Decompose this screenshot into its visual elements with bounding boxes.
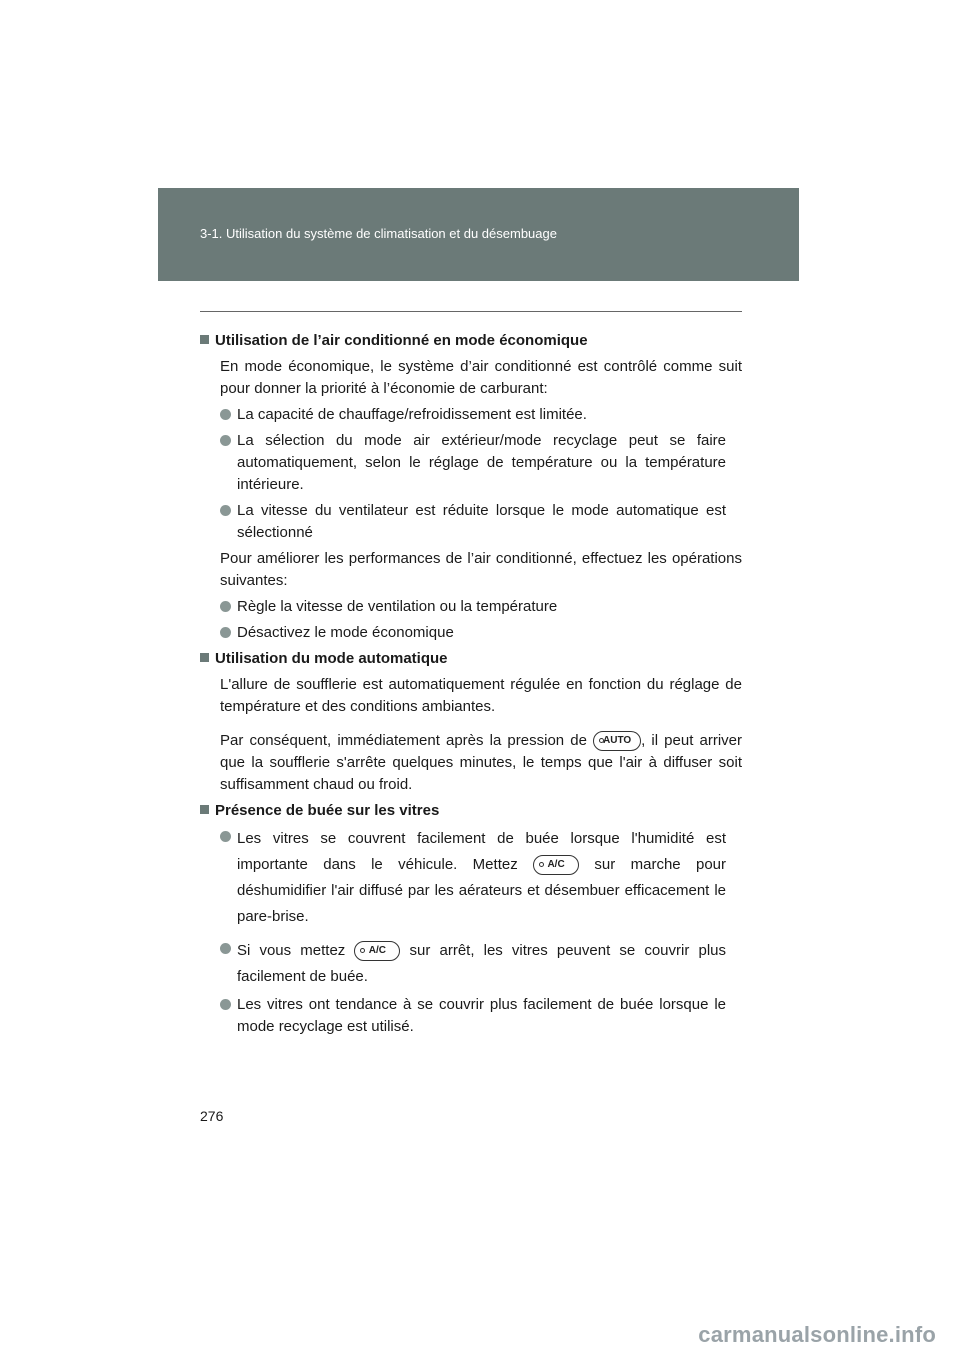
ac-button-icon: A/C [533,855,579,875]
square-bullet-icon [200,335,209,344]
list-item: La sélection du mode air extérieur/mode recyclage peut se faire automatiquement, selon le réglage de température ou la température intérieure. [220,430,742,496]
list-item: Désactivez le mode économique [220,622,742,644]
paragraph: Par conséquent, immédiatement après la pression de AUTO , il peut arriver que la soufflerie s'arrête quelques minutes, le temps que l'air à diffuser soit suffisamment chaud ou froid. [220,732,742,793]
bullet-dot-icon [220,435,231,446]
paragraph: Pour améliorer les performances de l’air conditionné, effectuez les opérations suivantes: [220,550,742,589]
section-title-eco: Utilisation de l’air conditionné en mode économique [200,330,742,352]
indicator-led-icon [360,948,365,953]
bullet-dot-icon [220,999,231,1010]
watermark: carmanualsonline.info [698,1322,936,1347]
page-number: 276 [200,1108,224,1124]
list-item: Les vitres se couvrent facilement de buée lorsque l'humidité est importante dans le véhicule. Mettez A/C sur marche pour déshumidifier l'air diffusé par les aérateurs et désembuer efficacement le pare-brise. [220,826,742,930]
paragraph: L'allure de soufflerie est automatiquement régulée en fonction du réglage de température et des conditions ambiantes. [220,676,742,715]
bullet-dot-icon [220,627,231,638]
bullet-dot-icon [220,943,231,954]
ac-button-icon: A/C [354,941,400,961]
list-item: Règle la vitesse de ventilation ou la température [220,596,742,618]
list-item: Si vous mettez A/C sur arrêt, les vitres peuvent se couvrir plus facilement de buée. [220,938,742,990]
bullet-dot-icon [220,601,231,612]
page-content [200,330,742,1042]
list-item: La capacité de chauffage/refroidissement est limitée. [220,404,742,426]
square-bullet-icon [200,653,209,662]
square-bullet-icon [200,805,209,814]
paragraph: En mode économique, le système d’air conditionné est contrôlé comme suit pour donner la priorité à l’économie de carburant: [220,358,742,397]
list-item: Les vitres ont tendance à se couvrir plus facilement de buée lorsque le mode recyclage est utilisé. [220,994,742,1038]
section-divider [200,311,742,312]
section-title-auto: Utilisation du mode automatique [200,648,742,670]
indicator-led-icon [539,862,544,867]
bullet-dot-icon [220,505,231,516]
list-item: La vitesse du ventilateur est réduite lorsque le mode automatique est sélectionné [220,500,742,544]
section-title-fog: Présence de buée sur les vitres [200,800,742,822]
bullet-dot-icon [220,831,231,842]
bullet-dot-icon [220,409,231,420]
auto-button-icon: AUTO [593,731,641,751]
chapter-title: 3-1. Utilisation du système de climatisation et du désembuage [200,226,557,241]
